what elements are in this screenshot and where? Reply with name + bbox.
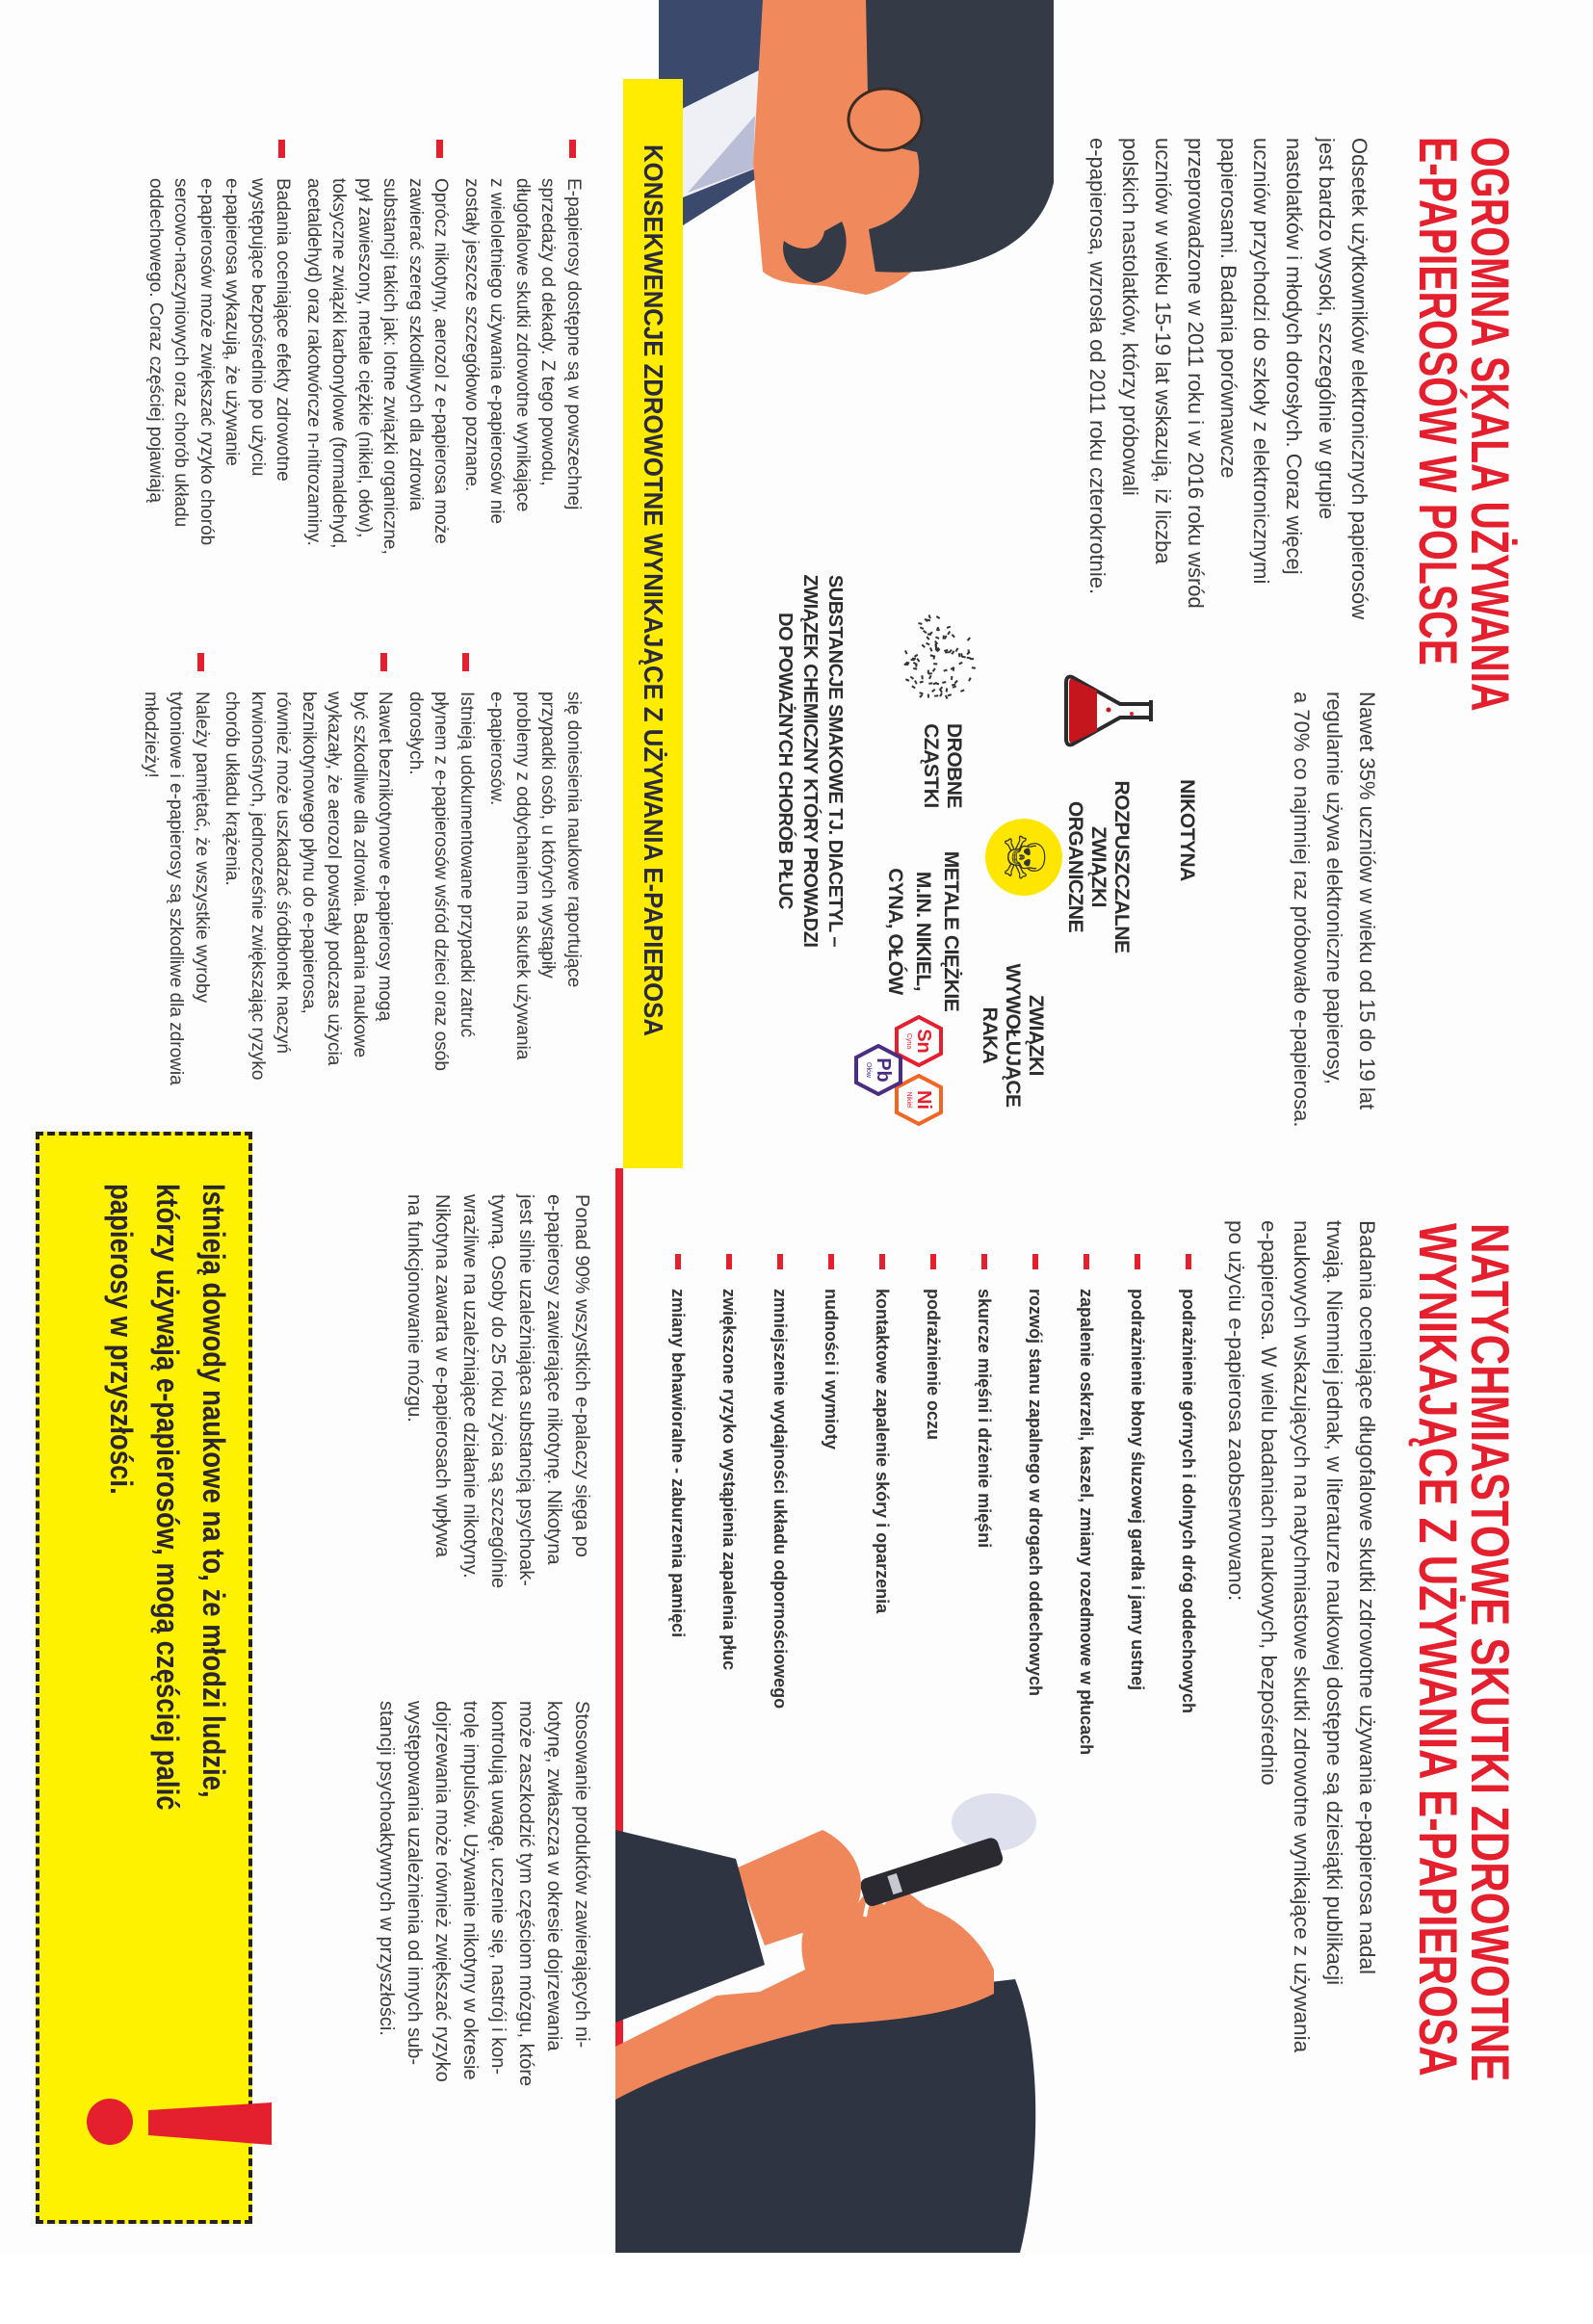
element-name: Ołów xyxy=(865,1044,872,1096)
effect-item xyxy=(1021,1254,1050,1696)
bullet-dash-icon xyxy=(279,140,286,158)
particle-mark xyxy=(929,614,930,618)
list-item-text: się doniesienia naukowe raportujące przypadki osób, u których wystąpiły problemy z oddychaniem na skutek używania e-papierosów. xyxy=(487,692,585,1059)
particle-mark xyxy=(920,694,923,697)
particle-mark xyxy=(918,623,922,624)
bullet-dash-icon xyxy=(1032,1254,1038,1269)
effect-item xyxy=(868,1254,897,1613)
particle-mark xyxy=(922,675,923,679)
particle-mark xyxy=(929,675,931,679)
consequences-heading-band xyxy=(623,79,683,1168)
particle-mark xyxy=(972,667,976,668)
effect-text: podrażnienie górnych i dolnych dróg oddechowych xyxy=(1179,1289,1199,1713)
effect-item xyxy=(970,1254,999,1548)
particle-mark xyxy=(915,681,917,685)
bullet-dash-icon xyxy=(981,1254,987,1269)
particle-mark xyxy=(962,657,966,658)
particle-mark xyxy=(913,668,917,669)
title-line: NATYCHMIASTOWE SKUTKI ZDROWOTNE xyxy=(1464,1223,1516,2081)
particle-mark xyxy=(922,644,925,647)
effect-item xyxy=(817,1254,846,1449)
carcinogens-label: ZWIĄZKI WYWOŁUJĄCE RAKA xyxy=(978,953,1047,1117)
list-item-continuation xyxy=(483,653,586,1154)
element-symbol: Ni xyxy=(912,1074,934,1126)
particle-mark xyxy=(948,694,952,695)
particle-mark xyxy=(934,695,938,696)
particle-mark xyxy=(952,685,955,686)
immediate-intro: Badania oceniające długofalowe skutki zdrowotne używania e-papierosa nadal trwają. Niemniej jednak, w literaturze naukowej dostępne są dziesiątki publikacji naukowych wskazujących na natychmiastowe skutki zdrowotne wynikające z używania e-papierosa. W wielu badaniach naukowych, bezpośrednio po użyciu e-papierosa zaobserwowano: xyxy=(1219,1220,1383,2145)
particle-mark xyxy=(952,635,954,638)
effect-item xyxy=(664,1254,692,1637)
solvents-label: ROZPUSZCZALNE ZWIĄZKI ORGANICZNE xyxy=(1063,761,1133,973)
callout-box xyxy=(36,1132,252,2224)
effect-text: podrażnienie błony śluzowej gardła i jamy ustnej xyxy=(1128,1289,1148,1690)
effect-item xyxy=(919,1254,948,1440)
particle-mark xyxy=(933,655,934,659)
effect-text: zmniejszenie wydajności układu odpornościowego xyxy=(770,1289,791,1709)
particle-mark xyxy=(960,690,964,691)
nicotine-label: NIKOTYNA xyxy=(1175,734,1198,927)
immediate-effects-title xyxy=(1412,1223,1516,2324)
effect-text: rozwój stanu zapalnego w drogach oddechowych xyxy=(1026,1289,1046,1696)
exclamation-icon xyxy=(81,2085,274,2157)
particle-mark xyxy=(949,650,952,653)
list-item-text: Oprócz nikotyny, aerozol z e-papierosa może zawierać szereg szkodliwych dla zdrowia substancji takich jak: lotne związki organiczne, pył zawieszony, metale ciężkie (nikiel, ołów), toksyczne związki karbonylowe (formaldehyd, acetaldehyd) oraz rakotwórcze n-nitrozaminy. xyxy=(303,178,452,555)
bullet-dash-icon xyxy=(879,1254,885,1269)
flask-icon xyxy=(1062,671,1155,750)
bullet-dash-icon xyxy=(197,653,204,671)
particle-mark xyxy=(933,668,935,671)
effect-item xyxy=(1174,1254,1203,1713)
element-name: Cyna xyxy=(905,1015,912,1067)
consequences-column-2 xyxy=(133,653,587,1154)
particle-mark xyxy=(935,637,939,639)
bullet-dash-icon xyxy=(828,1254,834,1269)
nicotine-column-1: Ponad 90% wszystkich e-palaczy sięga po e-papierosy zawierające nikotynę. Nikotyna jest silnie uzależniająca substancją psychoak- tywną. Osoby do 25 roku życia są szczególnie wrażliwe na uzależniające działanie nikotyny. Nikotyna zawarta w e-papierosach wpływa na funkcjonowanie mózgu. xyxy=(400,1194,595,1695)
element-symbol: Sn xyxy=(912,1015,934,1067)
scale-paragraph: Odsetek użytkowników elektronicznych papierosów jest bardzo wysoki, szczególnie w grupie nastolatków i młodych dorosłych. Coraz więcej uczniów przychodzi do szkoły z elektronicznymi papierosami. Badania porównawcze przeprowadzone w 2011 roku i w 2016 roku wśród uczniów w wieku 15-19 lat wskazują, iż liczba polskich nastolatków, którzy próbowali e-papierosa, wzrosła od 2011 roku czterokrotnie. xyxy=(1081,138,1375,754)
particle-mark xyxy=(930,648,931,652)
particle-mark xyxy=(944,650,948,651)
list-item-text: Badania oceniające efekty zdrowotne występujące bezpośrednio po użyciu e-papierosa wykazują, że używanie e-papierosów może zwiększać ryzyko chorób sercowo-naczyniowych oraz chorób układu oddechowego. Coraz częściej pojawiają xyxy=(145,178,294,545)
bullet-dash-icon xyxy=(726,1254,732,1269)
particle-mark xyxy=(954,681,957,684)
man-illustration xyxy=(659,0,1073,318)
effect-text: podrażnienie oczu xyxy=(924,1289,944,1440)
consequences-heading: KONSEKWENCJE ZDROWOTNE WYNIKAJĄCE Z UŻYWANIA E-PAPIEROSA xyxy=(638,144,668,1036)
particle-mark xyxy=(917,659,919,662)
list-item xyxy=(458,140,587,640)
particle-mark xyxy=(959,663,963,665)
consequences-column-1 xyxy=(138,140,587,640)
particle-mark xyxy=(959,653,960,657)
element-name: Nikiel xyxy=(905,1074,912,1126)
bullet-dash-icon xyxy=(381,653,388,671)
effect-text: nudności i wymioty xyxy=(822,1289,842,1449)
effect-item xyxy=(1072,1254,1101,1755)
particles-icon xyxy=(894,604,986,714)
particle-mark xyxy=(946,695,948,699)
metals-label: METALE CIĘŻKIE M.IN. NIKIEL, CYNA, OŁÓW xyxy=(881,840,965,1023)
element-symbol: Pb xyxy=(872,1044,894,1096)
callout-text: Istnieją dowody naukowe na to, że młodzi ludzie, którzy używają e-papierosów, mogą częściej palić papierosy w przyszłości. xyxy=(98,1184,237,2012)
particles-label: DROBNE CZĄSTKI xyxy=(919,713,965,819)
effect-text: zmiany behawioralne - zaburzenia pamięci xyxy=(668,1289,689,1637)
flavors-label: SUBSTANCJE SMAKOWE TJ. DIACETYL – ZWIĄZEK CHEMICZNY KTÓRY PROWADZI DO POWAŻNYCH CHORÓB PŁUC xyxy=(772,568,848,953)
title-line: OGROMNA SKALA UŻYWANIA xyxy=(1464,137,1516,712)
bullet-dash-icon xyxy=(1084,1254,1089,1269)
particle-mark xyxy=(935,683,939,684)
element-hexagon-pb xyxy=(853,1044,903,1096)
particle-mark xyxy=(905,650,907,654)
particle-mark xyxy=(944,670,948,671)
particle-mark xyxy=(952,651,953,654)
effect-text: zapalenie oskrzeli, kaszel, zmiany rozedmowe w płucach xyxy=(1077,1289,1097,1755)
effect-text: zwiększone ryzyko wystąpienia zapalenia płuc xyxy=(719,1289,740,1670)
particle-mark xyxy=(910,677,913,679)
list-item-text: E-papierosy dostępne są w powszechnej sprzedaży od dekady. Z tego powodu, długofalowe skutki zdrowotne wynikające z wieloletniego używania e-papierosów nie zostały jeszcze szczegółowo poznane. xyxy=(461,178,584,524)
list-item-text: Nawet beznikotynowe e-papierosy mogą być szkodliwe dla zdrowia. Badania naukowe wykazały, że aerozol powstały podczas użycia beznikotynowego płynu do e-papierosa, również może uszkadzać śródbłonek naczyń krwionośnych, jednocześnie zwiększając ryzyko chorób układu krążenia. xyxy=(222,692,396,1080)
list-item xyxy=(138,653,215,1154)
list-item-text: Należy pamiętać, że wszystkie wyroby tytoniowe i e-papierosy są szkodliwe dla zdrowia młodzieży! xyxy=(141,692,212,1085)
particle-mark xyxy=(948,631,950,634)
bullet-dash-icon xyxy=(1135,1254,1140,1269)
particle-mark xyxy=(940,693,942,697)
effect-item xyxy=(1123,1254,1152,1690)
particle-mark xyxy=(936,616,939,618)
title-line: E-PAPIEROSÓW W POLSCE xyxy=(1412,137,1464,666)
bullet-dash-icon xyxy=(777,1254,783,1269)
particle-mark xyxy=(968,638,971,640)
bullet-dash-icon xyxy=(675,1254,681,1269)
list-item xyxy=(143,140,296,640)
particle-mark xyxy=(927,637,929,640)
particle-mark xyxy=(912,686,915,688)
particle-mark xyxy=(905,679,909,680)
particle-mark xyxy=(927,643,930,645)
effect-text: skurcze mięśni i drżenie mięśni xyxy=(975,1289,995,1548)
effect-item xyxy=(715,1254,744,1670)
particle-mark xyxy=(920,682,924,683)
particle-mark xyxy=(955,648,957,651)
list-item xyxy=(300,140,454,640)
particle-mark xyxy=(930,655,934,656)
bullet-dash-icon xyxy=(569,140,576,158)
list-item-text: Istnieją udokumentowane przypadki zatruć płynem z e-papierosów wśród dzieci oraz osób dorosłych. xyxy=(405,692,477,1071)
particle-mark xyxy=(945,636,947,640)
bullet-dash-icon xyxy=(462,653,469,671)
bullet-dash-icon xyxy=(1186,1254,1191,1269)
effect-item xyxy=(766,1254,795,1709)
nicotine-column-2: Stosowanie produktów zawierających ni- kotynę, zwłaszcza w okresie dojrzewania może zaszkodzić tym częściom mózgu, które kontrolują uwagę, uczenie się, nastrój i kon- trolę impulsów. Używanie nikotyny w okresie dojrzewania może również zwiększać ryzyko występowania uzależnienia od innych sub- stancji psychoaktywnych w przyszłości. xyxy=(372,1701,595,2240)
title-line: WYNIKAJĄCE Z UŻYWANIA E-PAPIEROSA xyxy=(1412,1223,1464,2076)
particle-mark xyxy=(914,655,917,657)
stat-paragraph: Nawet 35% uczniów w wieku od 15 do 19 lat regularnie używa elektroniczne papierosy, a 70% co najmniej raz próbowało e-papierosa. xyxy=(1285,692,1383,1135)
scale-section-title xyxy=(1412,137,1516,924)
list-item xyxy=(219,653,398,1154)
bullet-dash-icon xyxy=(437,140,444,158)
particle-mark xyxy=(920,627,924,629)
particle-mark xyxy=(924,631,927,633)
effect-text: kontaktowe zapalenie skóry i oparzenia xyxy=(873,1289,893,1613)
particle-mark xyxy=(953,686,956,687)
skull-icon: ☠ xyxy=(985,819,1062,896)
particle-mark xyxy=(932,690,935,692)
particle-mark xyxy=(942,682,946,683)
particle-mark xyxy=(969,678,971,682)
particle-mark xyxy=(920,692,924,693)
list-item xyxy=(403,653,480,1154)
particle-mark xyxy=(940,690,942,692)
particle-mark xyxy=(927,634,931,635)
bullet-dash-icon xyxy=(930,1254,936,1269)
particle-mark xyxy=(947,627,951,628)
woman-vaping-illustration xyxy=(615,1772,1054,2253)
